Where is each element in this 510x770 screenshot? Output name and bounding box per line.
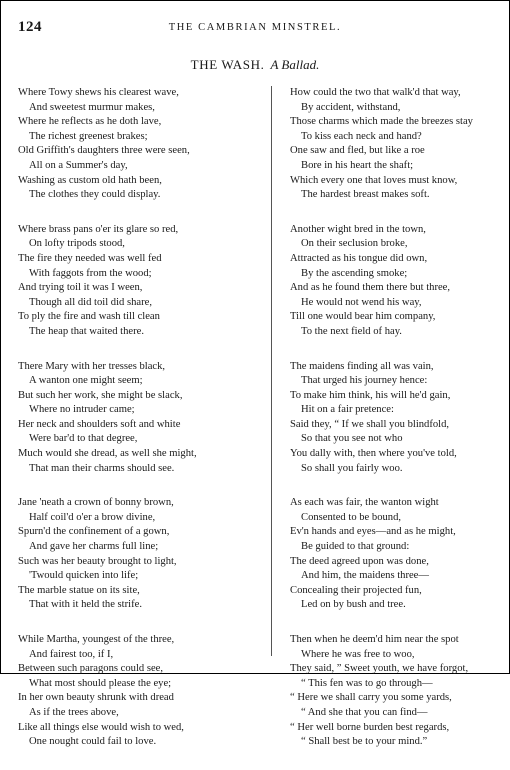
verse-line: So shall you fairly woo. <box>301 462 403 474</box>
verse-line: That urged his journey hence: <box>301 375 428 387</box>
verse-line: Where he was free to woo, <box>301 648 415 660</box>
verse-line: “ Here we shall carry you some yards, <box>290 692 452 704</box>
verse-line: With faggots from the wood; <box>29 267 152 279</box>
verse-line: Be guided to that ground: <box>301 541 410 553</box>
verse-line: And sweetest murmur makes, <box>29 101 155 113</box>
stanza <box>290 633 510 750</box>
verse-line: That with it held the strife. <box>29 599 142 611</box>
verse-line: While Martha, youngest of the three, <box>18 634 175 645</box>
stanza <box>290 496 510 613</box>
verse-line: In her own beauty shrunk with dread <box>18 692 174 704</box>
verse-line: Such was her beauty brought to light, <box>18 555 177 567</box>
verse-line: Washing as custom old hath been, <box>18 174 162 186</box>
verse-line: One nought could fail to love. <box>29 736 157 748</box>
right-column <box>290 86 510 770</box>
verse-line: Ev'n hands and eyes—and as he might, <box>290 526 456 538</box>
verse-line: On their seclusion broke, <box>301 238 408 250</box>
verse-line: But such her work, she might be slack, <box>18 389 183 401</box>
verse-line: You dally with, then where you've told, <box>290 448 457 460</box>
verse-line: “ Her well borne burden best regards, <box>290 721 450 733</box>
verse-line: Spurn'd the confinement of a gown, <box>18 526 170 538</box>
poem-title-block <box>0 57 510 73</box>
stanza <box>290 86 510 203</box>
verse-line: Where he reflects as he doth lave, <box>18 116 162 128</box>
page-number: 124 <box>18 19 42 35</box>
verse-line: Where no intruder came; <box>29 404 135 416</box>
verse-line: The heap that waited there. <box>29 325 145 337</box>
verse-line: Like all things else would wish to wed, <box>18 721 184 733</box>
verse-line: As each was fair, the wanton wight <box>290 497 439 509</box>
verse-line: What most should please the eye; <box>29 677 172 689</box>
verse-line: Concealing their projected fun, <box>290 584 422 596</box>
verse-line: Much would she dread, as well she might, <box>18 448 197 460</box>
verse-line: On lofty tripods stood, <box>29 238 125 250</box>
verse-line: One saw and fled, but like a roe <box>290 145 425 157</box>
verse-line: Consented to be bound, <box>301 511 402 523</box>
verse-line: 'Twould quicken into life; <box>29 570 139 582</box>
verse-line: Half coil'd o'er a brow divine, <box>29 511 156 523</box>
verse-line: Which every one that loves must know, <box>290 174 458 186</box>
verse-line: Old Griffith's daughters three were seen, <box>18 145 190 157</box>
verse-line: By accident, withstand, <box>301 101 401 113</box>
verse-line: Her neck and shoulders soft and white <box>18 418 181 430</box>
poem-title: THE WASH. <box>190 57 265 72</box>
verse-line: By the ascending smoke; <box>301 267 408 279</box>
verse-line: There Mary with her tresses black, <box>18 360 166 372</box>
verse-line: And trying toil it was I ween, <box>18 282 143 294</box>
stanza <box>18 86 258 203</box>
verse-line: So that you see not who <box>301 433 403 445</box>
verse-line: Were bar'd to that degree, <box>29 433 138 445</box>
verse-line: Those charms which made the breezes stay <box>290 116 473 128</box>
stanza <box>290 223 510 340</box>
stanza <box>18 223 258 340</box>
left-column <box>18 86 258 770</box>
verse-line: They said, ” Sweet youth, we have forgot, <box>290 663 469 675</box>
stanza <box>18 633 258 750</box>
verse-line: The hardest breast makes soft. <box>301 189 430 201</box>
verse-line: And him, the maidens three— <box>301 570 429 582</box>
stanza <box>18 360 258 477</box>
verse-line: How could the two that walk'd that way, <box>290 87 461 98</box>
verse-line: The maidens finding all was vain, <box>290 360 434 372</box>
verse-line: Jane 'neath a crown of bonny brown, <box>18 497 174 509</box>
verse-line: The clothes they could display. <box>29 189 161 201</box>
verse-line: Though all did toil did share, <box>29 296 152 308</box>
verse-line: The marble statue on its site, <box>18 584 140 596</box>
verse-line: The fire they needed was well fed <box>18 252 162 264</box>
verse-line: Another wight bred in the town, <box>290 223 426 235</box>
verse-line: The deed agreed upon was done, <box>290 555 429 567</box>
verse-line: As if the trees above, <box>29 706 119 718</box>
verse-line: To ply the fire and wash till clean <box>18 311 160 323</box>
verse-line: The richest greenest brakes; <box>29 130 148 142</box>
verse-line: Till one would bear him company, <box>290 311 436 323</box>
verse-line: Between such paragons could see, <box>18 663 164 675</box>
verse-line: That man their charms should see. <box>29 462 175 474</box>
verse-line: To kiss each neck and hand? <box>301 130 422 142</box>
verse-line: “ Shall best be to your mind.” <box>301 736 428 748</box>
verse-line: A wanton one might seem; <box>29 375 143 387</box>
verse-line: All on a Summer's day, <box>29 159 128 171</box>
verse-line: He would not wend his way, <box>301 296 422 308</box>
verse-line: And fairest too, if I, <box>29 648 114 660</box>
verse-line: Led on by bush and tree. <box>301 599 406 611</box>
verse-line: Hit on a fair pretence: <box>301 404 394 416</box>
stanza <box>290 360 510 477</box>
verse-line: And gave her charms full line; <box>29 541 159 553</box>
stanza <box>18 496 258 613</box>
verse-line: “ This fen was to go through— <box>301 677 433 689</box>
verse-line: And as he found them there but three, <box>290 282 451 294</box>
verse-line: Bore in his heart the shaft; <box>301 159 414 171</box>
verse-line: Attracted as his tongue did own, <box>290 252 428 264</box>
verse-line: Where brass pans o'er its glare so red, <box>18 223 179 235</box>
column-divider <box>271 86 272 656</box>
verse-line: To make him think, his will he'd gain, <box>290 389 451 401</box>
verse-line: Then when he deem'd him near the spot <box>290 634 459 645</box>
verse-line: To the next field of hay. <box>301 325 402 337</box>
verse-line: Where Towy shews his clearest wave, <box>18 87 179 98</box>
verse-line: “ And she that you can find— <box>301 706 428 718</box>
running-head: THE CAMBRIAN MINSTREL. <box>168 22 342 33</box>
verse-line: Said they, “ If we shall you blindfold, <box>290 418 450 430</box>
poem-subtitle: A Ballad. <box>270 57 320 72</box>
